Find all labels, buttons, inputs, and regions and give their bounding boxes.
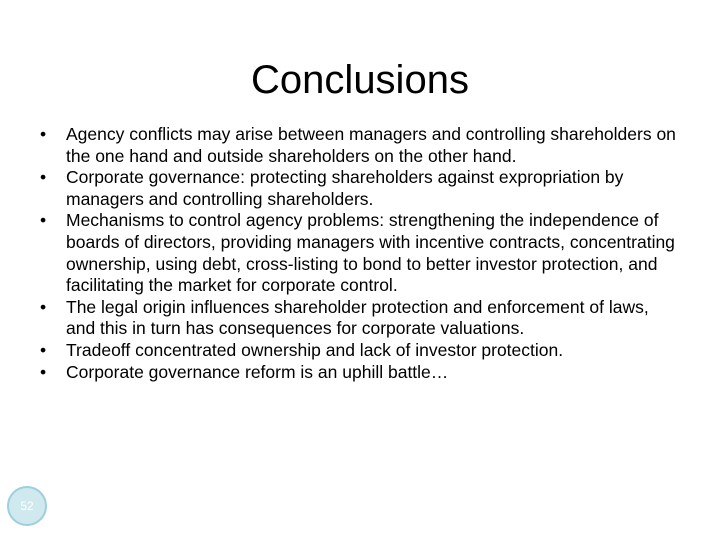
bullet-list [38,124,682,383]
bullet-item [38,124,682,167]
page-number: 52 [20,499,34,513]
bullet-item [38,167,682,210]
bullet-text: Corporate governance reform is an uphill battle… [66,361,449,382]
bullet-icon: • [40,210,47,231]
bullet-item [38,340,682,362]
page-number-badge [7,486,47,526]
bullet-icon: • [40,361,47,382]
bullet-text: Corporate governance: protecting shareholders against expropriation by managers and controlling shareholders. [66,167,624,209]
bullet-icon: • [40,124,47,144]
bullet-text: Agency conflicts may arise between managers and controlling shareholders on the one hand and outside shareholders on the other hand. [66,124,676,166]
bullet-item [38,297,682,340]
bullet-icon: • [40,167,47,188]
bullet-icon: • [40,339,47,360]
bullet-item [38,210,682,296]
bullet-text: The legal origin influences shareholder protection and enforcement of laws, and this in turn has consequences for corporate valuations. [66,296,649,339]
bullet-text: Tradeoff concentrated ownership and lack of investor protection. [66,339,564,360]
bullet-item [38,362,682,384]
bullet-text: Mechanisms to control agency problems: strengthening the independence of boards of directors, providing managers with incentive contracts, concentrating ownership, using debt, cross-listing to bond to better investor protection, and facilitating the market for corporate control. [66,210,675,296]
slide-title: Conclusions [251,58,469,102]
bullet-icon: • [40,296,47,317]
